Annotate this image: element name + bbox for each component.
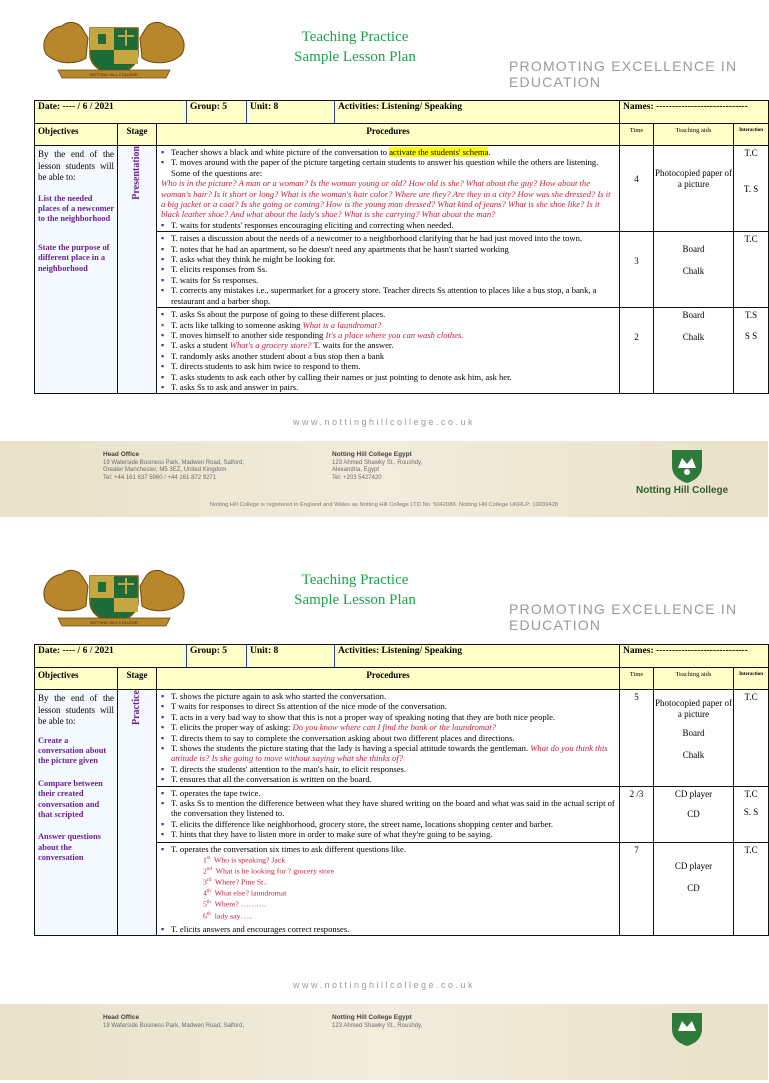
footer-url: www.nottinghillcollege.co.uk [292,980,476,990]
interaction-cell: T.C [734,232,769,308]
procedure-item: ▪ T. moves around with the paper of the picture targeting certain students to answer his question while the others are listening. Some of the questions are: [161,157,616,178]
procedure-item: ▪ T. elicits answers and encourages correct responses. [161,924,616,934]
footer-band [0,441,768,517]
procedure-item: ▪ T. directs the students' attention to the man's hair, to elicit responses. [161,764,616,774]
procedure-item: ▪ T. elicits responses from Ss. [161,264,616,274]
stage-label: Presentation [130,146,142,200]
objectives-cell [35,690,118,936]
procedures-cell [157,786,620,842]
page-footer [0,413,768,517]
interaction-cell: T.C T. S [734,146,769,232]
col-procedures: Procedures [157,124,620,146]
listening-question: 4th What else? laundromat [203,888,287,898]
time-cell: 2 /3 [620,786,654,842]
col-interaction: Interaction [734,124,769,146]
procedure-item: ▪ T. elicits the difference like neighborhood, grocery store, the street name, locations shopping center and barber. [161,819,616,829]
time-cell: 7 [620,842,654,935]
procedures-cell [157,146,620,232]
procedure-item: ▪ T. ensures that all the conversation is written on the board. [161,774,616,784]
svg-text:NOTTING HILL COLLEGE: NOTTING HILL COLLEGE [90,72,138,77]
objective-2: Compare between their created conversation and that scripted [38,778,103,819]
plan-header-row [35,101,769,124]
group-field: Group: 5 [187,101,247,123]
col-objectives: Objectives [35,124,118,146]
col-teaching-aids: Teaching aids [654,668,734,690]
college-brand-name: Notting Hill College [636,485,729,496]
names-field: Names: ----------------------------- [620,101,769,124]
highlighted-text: activate the students' schema [389,147,489,157]
listening-question: 3rd Where? Pine St.. [203,877,268,887]
stage-cell [118,146,157,394]
procedure-item: ▪ T. directs them to say to complete the conversation asking about two different places and directions. [161,733,616,743]
page-title [270,570,440,610]
time-cell: 5 [620,690,654,787]
procedures-cell [157,232,620,308]
procedure-item: ▪ T. asks a student What's a grocery store? T. waits for the answer. [161,340,616,350]
lesson-plan-table [34,100,769,394]
promo-slogan: PROMOTING EXCELLENCE IN EDUCATION [509,58,738,90]
procedure-item: ▪ T. notes that he had an apartment, so he doesn't need any apartments that he hasn't started working [161,244,616,254]
aids-cell: Photocopied paper of a picture Board Chalk [654,690,734,787]
procedure-item: ▪ T. asks what they think he might be looking for. [161,254,616,264]
procedure-item: ▪ T. acts in a very bad way to show that this is not a proper way of speaking noting that they are both nice people. [161,712,616,722]
procedure-item: ▪ T. asks Ss to ask and answer in pairs. [161,382,616,392]
egypt-office-address: Notting Hill College Egypt 123 Ahmed Shawky St., Roushdy, [332,1014,423,1029]
procedure-item: ▪ T. hints that they have to listen more in order to make sure of what they're going to be saying. [161,829,616,839]
svg-text:NOTTING HILL COLLEGE: NOTTING HILL COLLEGE [90,620,138,625]
listening-question: 5th Where? ………. [203,900,267,910]
college-shield-icon [668,446,706,484]
interaction-cell: T.C [734,842,769,935]
plan-header-row [35,645,769,668]
aids-cell: Board Chalk [654,232,734,308]
col-stage: Stage [118,124,157,146]
col-time: Time [620,668,654,690]
title-line-2: Sample Lesson Plan [294,49,416,65]
objective-1: List the needed places of a newcomer to the neighborhood [38,193,114,224]
col-objectives: Objectives [35,668,118,690]
procedure-item: ▪ T waits for responses to direct Ss attention of the nice mode of the conversation. [161,701,616,711]
title-line-1: Teaching Practice [301,572,409,588]
objectives-intro: By the end of the lesson students will be able to: [38,149,114,182]
listening-question: 1st Who is speaking? Jack [203,855,286,865]
college-crest-logo [38,562,190,628]
lesson-plan-table [34,644,769,936]
title-line-2: Sample Lesson Plan [294,592,416,608]
promo-slogan: PROMOTING EXCELLENCE IN EDUCATION [509,601,738,633]
stage-label: Practice [130,690,142,725]
listening-question: 2nd What is he looking for ? grocery store [203,866,335,876]
aids-cell: Board Chalk [654,308,734,394]
unit-field: Unit: 8 [247,645,335,667]
procedure-item: ▪ T. operates the conversation six times to ask different questions like. [161,844,616,854]
college-shield-icon [668,1009,706,1047]
activities-field: Activities: Listening/ Speaking [338,646,463,656]
procedures-cell [157,690,620,787]
aids-cell: CD player CD [654,842,734,935]
col-interaction: Interaction [734,668,769,690]
activities-field: Activities: Listening/ Speaking [338,102,463,112]
page-footer [0,976,768,1080]
stage-cell [118,690,157,936]
procedure-item: ▪ T. shows the students the picture stating that the lady is having a special attitude towards the gentleman. What do you think this attitude is? Is she going to move without saying what she thinks of? [161,743,616,764]
lesson-plan-page-1 [0,0,768,535]
time-cell: 2 [620,308,654,394]
procedure-item: ▪ T. asks students to ask each other by calling their names or just pointing to denote ask him, ask her. [161,372,616,382]
objective-1: Create a conversation about the picture given [38,735,107,766]
col-procedures: Procedures [157,668,620,690]
objectives-intro: By the end of the lesson students will be able to: [38,693,114,726]
aids-cell: CD player CD [654,786,734,842]
footer-band [0,1004,768,1080]
date-field: Date: ---- / 6 / 2021 [35,101,187,123]
procedure-block-1 [35,690,769,787]
lesson-plan-page-2 [0,548,768,1083]
question-examples: Who is in the picture? A man or a woman? Is the woman young or old? How old is she? What about the guy? How about the woman's hair? Is it short or long? What is the woman's hair color? Where are they? Are they in a city? How was she dressed? Is it a big jacket or a coat? Is she going or coming? How is the young man dressed? What kind of jeans? What is she shoe like? Is it black leather shoe? And what about the lady's shoe? What is she carrying? What about the man? [161,178,611,220]
procedure-item: ▪ T. corrects any mistakes i.e., supermarket for a grocery store. Teacher directs Ss attention to places like a bus stop, a bank, a restaurant and a barber shop. [161,285,616,306]
college-crest-logo [38,14,190,80]
procedure-item: ▪ T. raises a discussion about the needs of a newcomer to a neighborhood clarifying that he had just moved into the town. [161,233,616,243]
registration-note: Notting Hill College is registered in England and Wales as Notting Hill College LTD No. 5042086. Notting Hill College UKRLP: 10039428 [209,502,559,508]
page-title [270,27,440,67]
procedure-item: ▪ T. acts like talking to someone asking What is a laundromat? [161,320,616,330]
footer-url: www.nottinghillcollege.co.uk [292,417,476,427]
interaction-cell: T.C S. S [734,786,769,842]
interaction-cell: T.S S S [734,308,769,394]
procedure-item: ▪ Teacher shows a black and white picture of the conversation to activate the students' schema. [161,147,616,157]
procedure-item: ▪ T. directs students to ask him twice to respond to them. [161,361,616,371]
names-field: Names: ----------------------------- [620,645,769,668]
procedure-block-1 [35,146,769,232]
date-field: Date: ---- / 6 / 2021 [35,645,187,667]
procedure-item: ▪ T. randomly asks another student about a bus stop then a bank [161,351,616,361]
objective-2: State the purpose of different place in a neighborhood [38,242,110,273]
procedure-item: ▪ T. elicits the proper way of asking: Do you know where can I find the bank or the laundromat? [161,722,616,732]
procedure-item: ▪ T. waits for Ss responses. [161,275,616,285]
egypt-office-address: Notting Hill College Egypt 123 Ahmed Shawky St., Roushdy, Alexandria, Egypt Tel: +203 5427420 [332,451,423,481]
procedure-item: ▪ T. shows the picture again to ask who started the conversation. [161,691,616,701]
col-teaching-aids: Teaching aids [654,124,734,146]
title-line-1: Teaching Practice [301,29,409,45]
unit-field: Unit: 8 [247,101,335,123]
interaction-cell: T.C [734,690,769,787]
objectives-cell [35,146,118,394]
time-cell: 4 [620,146,654,232]
procedures-cell [157,308,620,394]
head-office-address: Head Office 19 Waterside Business Park, Madwen Road, Salford, Greater Manchester, M5 3EZ, United Kingdom Tel: +44 161 637 5960 / +44 161 872 9271 [103,451,245,481]
time-cell: 3 [620,232,654,308]
procedures-cell [157,842,620,935]
procedure-item: ▪ T. operates the tape twice. [161,788,616,798]
column-header-row [35,668,769,690]
head-office-address: Head Office 19 Waterside Business Park, Madwen Road, Salford, [103,1014,245,1029]
procedure-item: ▪ T. asks Ss about the purpose of going to these different places. [161,309,616,319]
procedure-item: ▪ T. asks Ss to mention the difference between what they have shared writing on the board and what was said in the actual script of the conversation they listened to. [161,798,616,819]
col-stage: Stage [118,668,157,690]
procedure-item: ▪ T. waits for students' responses encouraging eliciting and correcting when needed. [161,220,616,230]
col-time: Time [620,124,654,146]
objective-3: Answer questions about the conversation [38,832,101,863]
procedure-item: ▪ T. moves himself to another side responding It's a place where you can wash clothes. [161,330,616,340]
group-field: Group: 5 [187,645,247,667]
column-header-row [35,124,769,146]
aids-cell: Photocopied paper of a picture [654,146,734,232]
listening-question: 6th lady say….. [203,911,253,921]
